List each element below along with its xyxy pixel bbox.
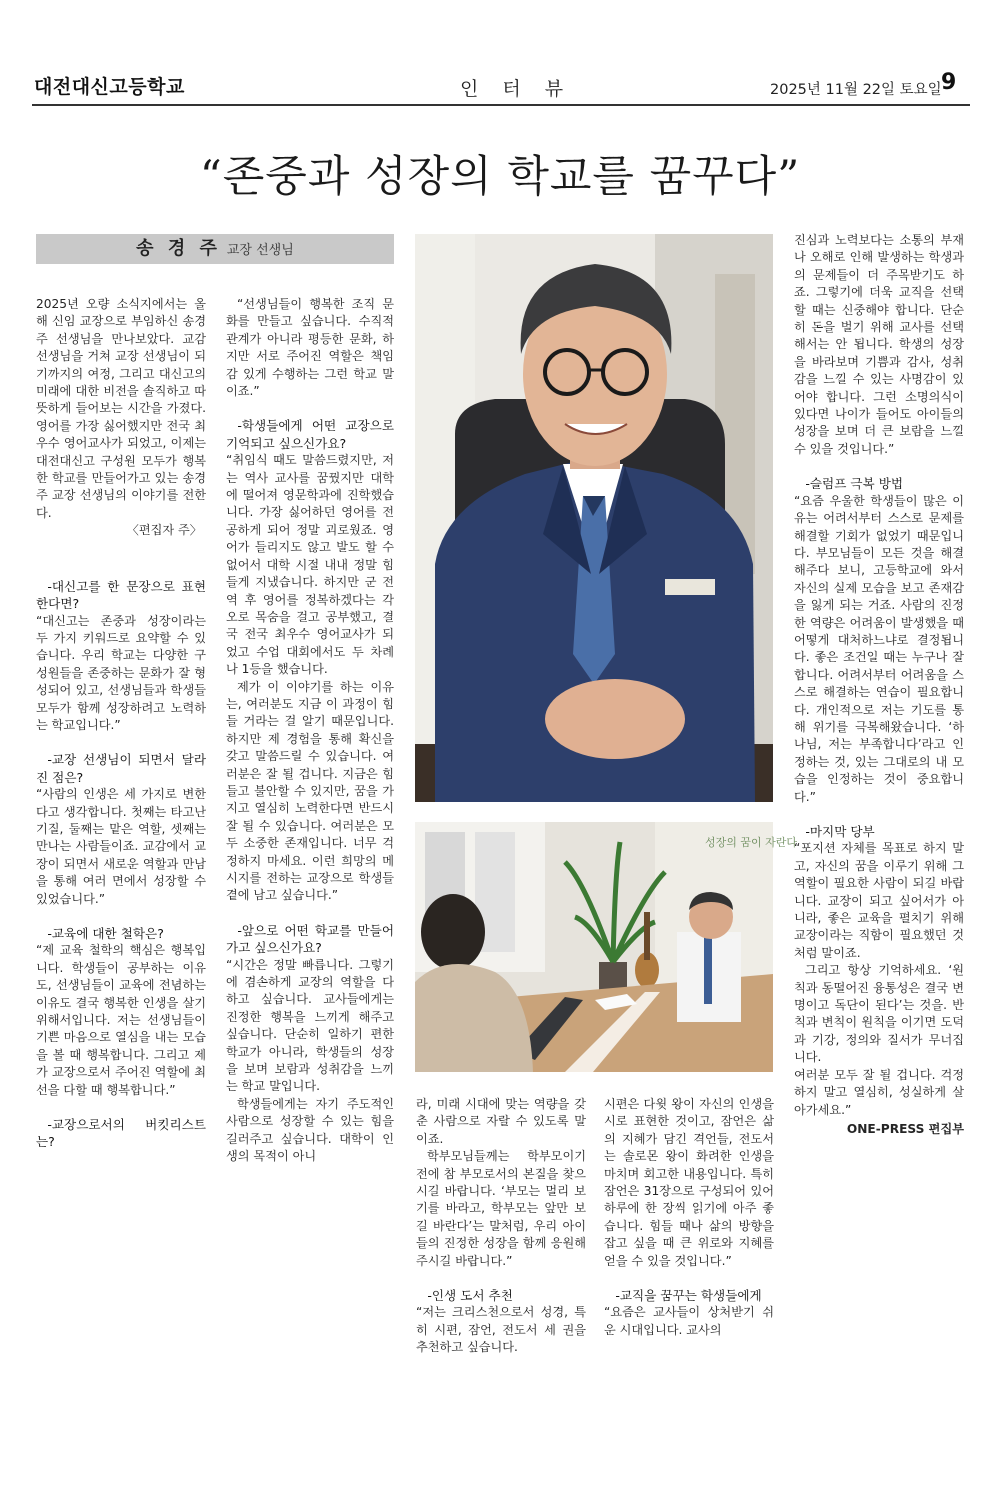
text-column-5 [794, 232, 964, 1138]
byline-bar [36, 234, 394, 264]
editor-note: 〈편집자 주〉 [126, 523, 202, 538]
principal-portrait-photo [415, 234, 773, 802]
school-name: 대전대신고등학교 [34, 76, 185, 98]
answer-paragraph: 학생들에게는 자기 주도적인 사람으로 성장할 수 있는 힘을 길러주고 싶습니다. 대학이 인생의 목적이 아니 [226, 1096, 394, 1164]
answer-paragraph: 시편은 다윗 왕이 자신의 인생을 시로 표현한 것이고, 잠언은 삶의 지혜가 담긴 격언들, 전도서는 솔로몬 왕이 화려한 인생을 마치며 회고한 내용입니다. 특히 잠언은 31장으로 구성되어 있어 하루에 한 장씩 읽기에 아주 좋습니다. 힘들 때나 삶의 방향을 잡고 싶을 때 큰 위로와 지혜를 얻을 수 있을 것입니다.” [604, 1097, 774, 1268]
question-heading: -학생들에게 어떤 교장으로 기억되고 싶으신가요? [226, 418, 394, 451]
answer-paragraph: “요즘 우울한 학생들이 많은 이유는 어려서부터 스스로 문제를 해결할 기회가 없었기 때문입니다. 부모님들이 모든 것을 해결해주다 보니, 고등학교에 와서 자신의 실제 모습을 보고 존재감을 잃게 되는 거죠. 사람의 진정한 역량은 어려움이 발생했을 때 어떻게 대처하느냐로 결정됩니다. 좋은 조건일 때는 누구나 잘합니다. 어려서부터 어려움을 스스로 해결하는 연습이 필요합니다. 개인적으로 저는 기도를 통해 위기를 극복해왔습니다. ‘하나님, 저는 부족합니다’라고 인정하는 것, 있는 그대로의 내 모습을 인정하는 것이 중요합니다.” [794, 493, 964, 804]
page-number: 9 [941, 70, 957, 95]
question-heading: -교육에 대한 철학은? [47, 926, 164, 941]
text-column-3 [416, 1096, 586, 1357]
answer-paragraph: 그리고 항상 기억하세요. ‘원칙과 동떨어진 융통성은 결국 변명이고 독단이 된다’는 것을. 반칙과 변칙이 원칙을 이기면 도덕과 기강, 정의와 질서가 무너집니다. [794, 963, 964, 1065]
article-headline: “존중과 성장의 학교를 꿈꾸다” [199, 152, 801, 202]
header-rule [32, 104, 970, 106]
question-heading: -인생 도서 추천 [427, 1288, 513, 1304]
question-heading: -교직을 꿈꾸는 학생들에게 [615, 1288, 762, 1304]
answer-paragraph: 학부모님들께는 학부모이기 전에 참 부모로서의 본질을 찾으시길 바랍니다. ‘부모는 멀리 보기를 바라고, 학부모는 앞만 보길 바란다’는 말처럼, 우리 아이들의 진정한 성장을 함께 응원해 주시길 바랍니다.” [416, 1149, 586, 1268]
answer-paragraph: “사람의 인생은 세 가지로 변한다고 생각합니다. 첫째는 타고난 기질, 둘째는 맡은 역할, 셋째는 만나는 사람들이죠. 교감에서 교장이 되면서 새로운 역할과 만남을 통해 여러 면에서 성장할 수 있었습니다.” [36, 787, 206, 906]
meeting-scene-photo [415, 822, 798, 1072]
credit-line: ONE-PRESS 편집부 [846, 1121, 964, 1136]
answer-paragraph: “저는 크리스천으로서 성경, 특히 시편, 잠언, 전도서 세 권을 추천하고 싶습니다. [416, 1305, 586, 1355]
answer-paragraph: “대신고는 존중과 성장이라는 두 가지 키워드로 요약할 수 있습니다. 우리 학교는 다양한 구성원들을 존중하는 문화가 잘 형성되어 있고, 선생님들과 학생들 모두가 함께 성장하려고 노력하는 학교입니다.” [36, 613, 206, 732]
text-column-1 [36, 296, 206, 1151]
answer-paragraph: 제가 이 이야기를 하는 이유는, 여러분도 지금 이 과정이 힘들 거라는 걸 알기 때문입니다. 하지만 제 경험을 통해 확신을 갖고 말씀드릴 수 있습니다. 여러분은 잘 될 겁니다. 지금은 힘들고 불안할 수 있지만, 꿈을 가지고 열심히 노력한다면 반드시 잘 될 수 있습니다. 여러분은 모두 소중한 존재입니다. 너무 걱정하지 마세요. 이런 희망의 메시지를 전하는 교장으로 학생들 곁에 남고 싶습니다.” [226, 679, 394, 903]
byline-role: 교장 선생님 [226, 243, 294, 258]
question-heading: -슬럼프 극복 방법 [805, 476, 904, 492]
answer-paragraph: 라, 미래 시대에 맞는 역량을 갖춘 사람으로 자랄 수 있도록 말이죠. [416, 1097, 586, 1146]
byline-name: 송 경 주 [136, 238, 221, 259]
question-heading: -교장 선생님이 되면서 달라진 점은? [36, 752, 206, 785]
question-heading: -앞으로 어떤 학교를 만들어 가고 싶으신가요? [226, 922, 394, 956]
answer-paragraph: 여러분 모두 잘 될 겁니다. 걱정하지 말고 열심히, 성실하게 살아가세요.” [794, 1067, 964, 1117]
answer-paragraph: “시간은 정말 빠릅니다. 그렇기에 겸손하게 교장의 역할을 다하고 싶습니다. 교사들에게는 진정한 행복을 느끼게 해주고 싶습니다. 단순히 일하기 편한 학교가 아니라, 학생들의 성장을 보며 보람과 성취감을 느끼는 학교 말입니다. [226, 957, 394, 1094]
answer-paragraph: 진심과 노력보다는 소통의 부재나 오해로 인해 발생하는 학생과의 문제들이 더 주목받기도 하죠. 그렇기에 더욱 교직을 선택할 때는 신중해야 합니다. 단순히 돈을 벌기 위해 교사를 선택해서는 안 됩니다. 학생의 성장을 바라보며 기쁨과 감사, 성취감을 느낄 수 있는 사명감이 있어야 합니다. 그런 소명의식이 있다면 나이가 들어도 아이들의 성장을 보며 더 큰 보람을 느낄 수 있을 것입니다.” [794, 233, 964, 456]
intro-paragraph: 2025년 오량 소식지에서는 올해 신임 교장으로 부임하신 송경주 선생님을 만나보았다. 교감 선생님을 거쳐 교장 선생님이 되기까지의 여정, 그리고 대신고의 미래에 대한 비전을 솔직하고 따뜻하게 들어보는 시간을 가졌다. 영어를 가장 싫어했지만 전국 최우수 영어교사가 되었고, 이제는 대전대신고 구성원 모두가 행복한 학교를 만들어가고 있는 송경주 교장 선생님의 이야기를 전한다. [36, 297, 206, 520]
text-column-2 [226, 296, 394, 1166]
answer-paragraph: “취임식 때도 말씀드렸지만, 저는 역사 교사를 꿈꿨지만 대학에 떨어져 영문학과에 진학했습니다. 가장 싫어하던 영어를 전공하게 되어 정말 괴로웠죠. 영어가 들리지도 않고 발도 할 수 없어서 대학 시절 내내 정말 힘들게 지냈습니다. 하지만 군 전역 후 영어를 정복하겠다는 각오로 목숨을 걸고 공부했고, 결국 전국 최우수 영어교사가 되었고 수업 대회에서도 두 차례나 1등을 했습니다. [226, 453, 394, 677]
answer-paragraph: “포지션 자체를 목표로 하지 말고, 자신의 꿈을 이루기 위해 그 역할이 필요한 사람이 되길 바랍니다. 교장이 되고 싶어서가 아니라, 좋은 교육을 펼치기 위해 교장이라는 직함이 필요했던 것처럼 말이죠. [794, 841, 964, 960]
text-column-4 [604, 1096, 774, 1339]
answer-paragraph: “선생님들이 행복한 조직 문화를 만들고 싶습니다. 수직적 관계가 아니라 평등한 문화, 하지만 서로 주어진 역할은 책임감 있게 수행하는 그런 학교 말이죠.” [226, 297, 394, 399]
question-heading: -교장으로서의 버킷리스트는? [36, 1117, 206, 1150]
answer-paragraph: “요즘은 교사들이 상처받기 쉬운 시대입니다. 교사의 [604, 1305, 774, 1337]
question-heading: -대신고를 한 문장으로 표현한다면? [36, 578, 206, 612]
issue-date: 2025년 11월 22일 토요일 [770, 82, 942, 98]
section-title: 인 터 뷰 [460, 78, 573, 100]
wall-lettering: 성장의 꿈이 자란다 [705, 836, 798, 849]
question-heading: -마지막 당부 [805, 824, 875, 839]
answer-paragraph: “제 교육 철학의 핵심은 행복입니다. 학생들이 공부하는 이유도, 선생님들이 교육에 전념하는 이유도 결국 행복한 인생을 살기 위해서입니다. 저는 선생님들이 기쁜 마음으로 열심을 내는 모습을 볼 때 행복합니다. 그리고 제가 교장으로서 주어진 역할에 최선을 다할 때 행복합니다.” [36, 943, 206, 1097]
